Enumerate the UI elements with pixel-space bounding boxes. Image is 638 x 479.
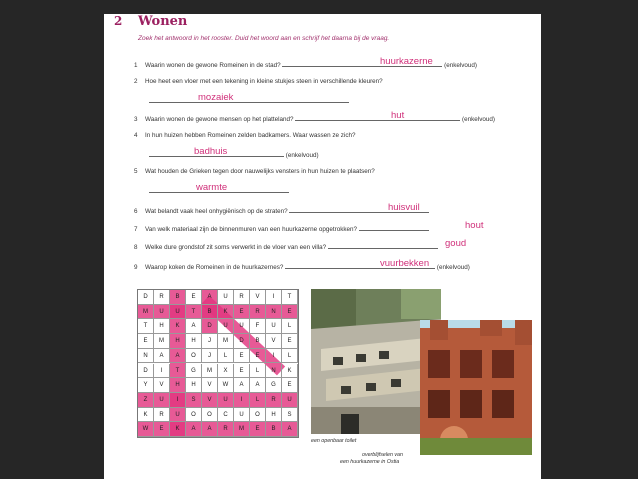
grid-cell: L xyxy=(218,349,234,364)
question-text: Van welk materiaal zijn de binnenmuren van een huurkazerne opgetrokken? xyxy=(145,226,358,233)
grid-cell: C xyxy=(218,408,234,423)
question-number: 5 xyxy=(134,168,138,175)
grid-cell: G xyxy=(266,378,282,393)
grid-cell: H xyxy=(154,319,170,334)
grid-cell: M xyxy=(202,364,218,379)
grid-cell: J xyxy=(202,334,218,349)
grid-cell: F xyxy=(250,319,266,334)
question-suffix: (enkelvoud) xyxy=(285,152,319,159)
grid-cell: O xyxy=(186,349,202,364)
grid-cell: D xyxy=(202,319,218,334)
grid-cell: R xyxy=(154,290,170,305)
question-text: Wat belandt vaak heel onhygiënisch op de straten? xyxy=(145,208,288,215)
question-suffix: (enkelvoud) xyxy=(462,116,495,123)
grid-cell: S xyxy=(186,393,202,408)
question-number: 7 xyxy=(134,226,138,233)
ostia-ruins-photo xyxy=(420,320,532,455)
grid-cell: B xyxy=(266,422,282,437)
grid-cell: B xyxy=(250,334,266,349)
question-4-line xyxy=(149,150,319,159)
grid-cell: E xyxy=(154,422,170,437)
grid-cell: E xyxy=(282,305,298,320)
answer-5: warmte xyxy=(196,182,228,193)
grid-cell: A xyxy=(186,422,202,437)
grid-cell: R xyxy=(154,408,170,423)
grid-cell: H xyxy=(186,378,202,393)
grid-cell: G xyxy=(186,364,202,379)
grid-cell: J xyxy=(202,349,218,364)
grid-cell: U xyxy=(234,319,250,334)
grid-cell: U xyxy=(218,319,234,334)
grid-cell: K xyxy=(138,408,154,423)
grid-cell: H xyxy=(186,334,202,349)
grid-cell: V xyxy=(250,290,266,305)
question-4 xyxy=(134,132,356,139)
answer-3: hut xyxy=(391,110,405,121)
grid-cell: H xyxy=(266,408,282,423)
grid-cell: N xyxy=(266,364,282,379)
answer-2: mozaiek xyxy=(198,92,234,103)
grid-cell: V xyxy=(202,393,218,408)
grid-cell: B xyxy=(170,290,186,305)
grid-cell: M xyxy=(138,305,154,320)
instruction-text: Zoek het antwoord in het rooster. Duid het woord aan en schrijf het daarna bij de vraag. xyxy=(138,35,390,42)
photo-caption-toilet: een openbaar toilet xyxy=(311,438,357,444)
answer-9: vuurbekken xyxy=(380,258,430,269)
answer-line xyxy=(295,114,460,121)
grid-cell: I xyxy=(170,393,186,408)
grid-cell: M xyxy=(154,334,170,349)
section-title: Wonen xyxy=(138,14,188,29)
question-8 xyxy=(134,242,438,251)
grid-cell: R xyxy=(234,290,250,305)
grid-cell: N xyxy=(138,349,154,364)
grid-cell: Z xyxy=(138,393,154,408)
grid-cell: A xyxy=(202,422,218,437)
grid-cell: B xyxy=(202,305,218,320)
grid-cell: A xyxy=(186,319,202,334)
worksheet-page xyxy=(104,14,541,479)
grid-cell: L xyxy=(250,393,266,408)
grid-cell: I xyxy=(154,364,170,379)
grid-cell: U xyxy=(218,393,234,408)
grid-cell: U xyxy=(266,319,282,334)
question-text: Welke dure grondstof zit soms verwerkt in de vloer van een villa? xyxy=(145,244,327,251)
grid-cell: T xyxy=(282,290,298,305)
grid-cell: T xyxy=(170,364,186,379)
question-text: Waarin wonen de gewone mensen op het platteland? xyxy=(145,116,294,123)
grid-cell: K xyxy=(218,305,234,320)
question-text: Waarop koken de Romeinen in de huurkazernes? xyxy=(145,264,284,271)
grid-cell: U xyxy=(234,408,250,423)
answer-line xyxy=(328,242,438,249)
photo-caption-ostia-2: een huurkazerne in Ostia xyxy=(340,459,400,465)
grid-cell: U xyxy=(282,393,298,408)
grid-cell: R xyxy=(250,305,266,320)
question-text: Waarin wonen de gewone Romeinen in de stad? xyxy=(145,62,281,69)
grid-cell: N xyxy=(266,305,282,320)
grid-cell: R xyxy=(266,393,282,408)
grid-cell: E xyxy=(250,422,266,437)
grid-cell: R xyxy=(218,422,234,437)
question-7 xyxy=(134,224,429,233)
grid-cell: V xyxy=(202,378,218,393)
grid-cell: U xyxy=(170,305,186,320)
question-6 xyxy=(134,206,429,215)
grid-cell: S xyxy=(282,408,298,423)
question-3 xyxy=(134,114,495,123)
grid-cell: A xyxy=(250,378,266,393)
grid-cell: U xyxy=(170,408,186,423)
grid-cell: L xyxy=(282,349,298,364)
grid-cell: I xyxy=(266,349,282,364)
question-2 xyxy=(134,78,383,85)
grid-cell: M xyxy=(218,334,234,349)
grid-cell: L xyxy=(282,319,298,334)
grid-cell: I xyxy=(234,393,250,408)
answer-8: goud xyxy=(445,238,467,249)
word-search-grid xyxy=(137,289,299,438)
grid-cell: V xyxy=(154,378,170,393)
grid-cell: V xyxy=(266,334,282,349)
grid-cell: A xyxy=(234,378,250,393)
grid-cell: U xyxy=(218,290,234,305)
grid-cell: W xyxy=(138,422,154,437)
grid-cell: E xyxy=(234,305,250,320)
answer-6: huisvuil xyxy=(388,202,420,213)
grid-cell: U xyxy=(154,305,170,320)
grid-cell: O xyxy=(202,408,218,423)
grid-cell: M xyxy=(234,422,250,437)
grid-cell: O xyxy=(186,408,202,423)
question-suffix: (enkelvoud) xyxy=(436,264,470,271)
question-number: 3 xyxy=(134,116,138,123)
grid-cell: W xyxy=(218,378,234,393)
grid-cell: K xyxy=(170,422,186,437)
question-5 xyxy=(134,168,375,175)
grid-cell: T xyxy=(186,305,202,320)
question-number: 1 xyxy=(134,62,138,69)
answer-line xyxy=(359,224,429,231)
question-number: 4 xyxy=(134,132,138,139)
grid-cell: X xyxy=(218,364,234,379)
question-number: 6 xyxy=(134,208,138,215)
grid-cell: K xyxy=(282,364,298,379)
grid-cell: I xyxy=(266,290,282,305)
grid-cell: A xyxy=(282,422,298,437)
grid-cell: H xyxy=(170,378,186,393)
grid-cell: A xyxy=(170,349,186,364)
question-number: 9 xyxy=(134,264,138,271)
question-text: Hoe heet een vloer met een tekening in kleine stukjes steen in verschillende kleuren? xyxy=(145,78,383,85)
grid-cell: L xyxy=(250,364,266,379)
grid-cell: K xyxy=(170,319,186,334)
grid-cell: H xyxy=(170,334,186,349)
grid-cell: D xyxy=(138,364,154,379)
grid-cell: U xyxy=(154,393,170,408)
answer-7: hout xyxy=(465,220,484,231)
grid-cell: A xyxy=(154,349,170,364)
grid-cell: D xyxy=(138,290,154,305)
question-suffix: (enkelvoud) xyxy=(444,62,477,69)
grid-cell: A xyxy=(202,290,218,305)
question-number: 8 xyxy=(134,244,138,251)
answer-line xyxy=(149,96,349,103)
grid-cell: O xyxy=(250,408,266,423)
question-2-line xyxy=(149,96,349,105)
answer-1: huurkazerne xyxy=(380,56,433,67)
grid-cell: E xyxy=(234,349,250,364)
grid-cell: T xyxy=(138,319,154,334)
question-number: 2 xyxy=(134,78,138,85)
grid-cell: E xyxy=(282,334,298,349)
grid-cell: E xyxy=(138,334,154,349)
grid-cell: E xyxy=(234,364,250,379)
grid-cell: E xyxy=(250,349,266,364)
grid-cell: E xyxy=(282,378,298,393)
question-text: Wat houden de Grieken tegen door nauwelijks vensters in hun huizen te plaatsen? xyxy=(145,168,375,175)
grid-cell: E xyxy=(186,290,202,305)
question-text: In hun huizen hebben Romeinen zelden badkamers. Waar wassen ze zich? xyxy=(145,132,356,139)
grid-cell: Y xyxy=(138,378,154,393)
grid-cell: D xyxy=(234,334,250,349)
answer-4: badhuis xyxy=(194,146,228,157)
section-number: 2 xyxy=(114,14,123,28)
photo-caption-ostia-1: overblijfselen van xyxy=(362,452,403,458)
